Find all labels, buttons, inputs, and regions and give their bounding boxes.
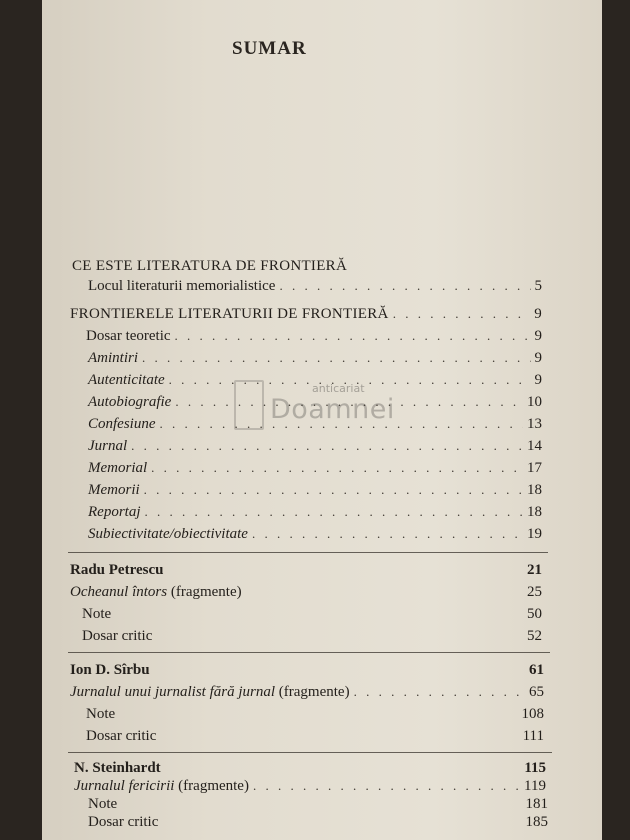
toc-page-number: 65 (529, 684, 544, 700)
toc-entry-label: CE ESTE LITERATURA DE FRONTIERĂ (72, 258, 348, 274)
toc-page-number: 18 (527, 504, 542, 520)
toc-page-number: 108 (521, 706, 544, 722)
toc-entry-label: Subiectivitate/obiectivitate (88, 526, 248, 542)
toc-entry-label: Amintiri (88, 350, 139, 366)
toc-entry-label: Autenticitate (88, 372, 165, 388)
toc-page-number: 61 (529, 662, 544, 678)
section-divider (68, 652, 550, 653)
leader-dots (144, 482, 523, 498)
toc-page-number: 21 (527, 562, 542, 578)
toc-entry-label: Ocheanul întors (70, 584, 168, 600)
leader-dots (279, 278, 530, 294)
toc-page-number: 19 (527, 526, 542, 542)
toc-entry (88, 278, 542, 300)
book-page (42, 0, 602, 840)
toc-entry (88, 526, 542, 548)
toc-page-number: 115 (524, 760, 546, 776)
toc-entry-label: Dosar teoretic (86, 328, 171, 344)
toc-entry-label: Dosar critic (86, 728, 157, 744)
toc-entry-label: Radu Petrescu (70, 562, 164, 578)
leader-dots (151, 460, 523, 476)
toc-page-number: 119 (524, 778, 546, 794)
toc-entry (82, 628, 542, 650)
toc-entry-label: Dosar critic (88, 814, 159, 830)
toc-entry (70, 562, 542, 584)
leader-dots (131, 438, 523, 454)
toc-entry (70, 584, 542, 606)
toc-entry-label: Autobiografie (88, 394, 172, 410)
section-divider (68, 552, 548, 553)
toc-page-number: 25 (527, 584, 542, 600)
toc-entry (88, 460, 542, 482)
toc-entry-label: N. Steinhardt (74, 760, 161, 776)
toc-entry-label: Confesiune (88, 416, 156, 432)
leader-dots (142, 350, 530, 366)
toc-page-number: 14 (527, 438, 542, 454)
leader-dots (354, 684, 525, 700)
leader-dots (253, 778, 520, 794)
toc-entry-label: Jurnalul fericirii (74, 778, 175, 794)
watermark-big-text: Doamnei (270, 394, 395, 425)
toc-entry-label: Reportaj (88, 504, 141, 520)
toc-page-number: 52 (527, 628, 542, 644)
toc-entry-label: FRONTIERELE LITERATURII DE FRONTIERĂ (70, 306, 389, 322)
toc-entry-label: Ion D. Sîrbu (70, 662, 150, 678)
toc-entry (86, 328, 542, 350)
leader-dots (393, 306, 530, 322)
toc-entry (88, 438, 542, 460)
leader-dots (169, 372, 531, 388)
leader-dots (252, 526, 523, 542)
toc-entry (70, 662, 544, 684)
toc-entry-label: Jurnalul unui jurnalist fără jurnal (70, 684, 276, 700)
page-title: SUMAR (232, 38, 307, 59)
toc-page-number: 13 (527, 416, 542, 432)
toc-entry-suffix: (fragmente) (275, 684, 350, 700)
section-divider (68, 752, 552, 753)
toc-page-number: 10 (527, 394, 542, 410)
toc-entry-label: Memorii (88, 482, 140, 498)
toc-entry (72, 258, 532, 280)
toc-entry (82, 606, 542, 628)
toc-entry-label: Note (82, 606, 112, 622)
toc-page-number: 50 (527, 606, 542, 622)
leader-dots (160, 416, 524, 432)
toc-entry (86, 706, 544, 728)
leader-dots (145, 504, 524, 520)
toc-entry-suffix: (fragmente) (174, 778, 249, 794)
toc-entry-label: Note (86, 706, 116, 722)
watermark-small-text: anticariat (312, 382, 365, 395)
toc-page-number: 181 (525, 796, 548, 812)
toc-page-number: 111 (522, 728, 544, 744)
toc-entry (70, 306, 542, 328)
toc-entry (88, 372, 542, 394)
toc-entry (88, 394, 542, 416)
toc-page-number: 17 (527, 460, 542, 476)
toc-entry-label: Dosar critic (82, 628, 153, 644)
toc-entry-label: Memorial (88, 460, 148, 476)
toc-page-number: 9 (534, 350, 542, 366)
toc-entry (88, 482, 542, 504)
toc-entry (88, 416, 542, 438)
toc-entry (88, 350, 542, 372)
toc-page-number: 9 (534, 328, 542, 344)
toc-page-number: 5 (534, 278, 542, 294)
leader-dots (175, 394, 523, 410)
toc-entry-suffix: (fragmente) (167, 584, 242, 600)
toc-entry (86, 728, 544, 750)
toc-entry-label: Note (88, 796, 118, 812)
toc-page-number: 18 (527, 482, 542, 498)
toc-entry (70, 684, 544, 706)
toc-page-number: 185 (525, 814, 548, 830)
toc-entry (88, 504, 542, 526)
toc-entry-label: Locul literaturii memorialistice (88, 278, 276, 294)
toc-entry-label: Jurnal (88, 438, 128, 454)
toc-page-number: 9 (534, 372, 542, 388)
toc-entry (88, 814, 548, 836)
toc-page-number: 9 (534, 306, 542, 322)
leader-dots (175, 328, 531, 344)
